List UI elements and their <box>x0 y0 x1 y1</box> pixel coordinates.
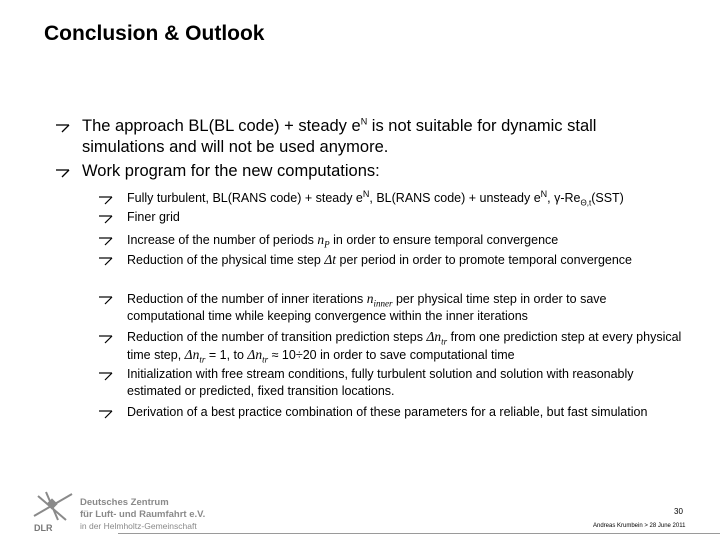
text: Reduction of the number of inner iterations <box>127 292 367 306</box>
page-number: 30 <box>674 507 683 516</box>
sub-bullet-finer-grid: Finer grid <box>127 210 180 224</box>
sub-bullet-best-practice: Derivation of a best practice combination of these parameters for a reliable, but fast simulation <box>127 405 648 419</box>
arrow-bullet-icon <box>99 256 113 266</box>
arrow-bullet-icon <box>99 334 113 344</box>
bullet-work-program: Work program for the new computations: <box>82 162 380 180</box>
text: , BL(RANS code) + unsteady e <box>369 191 541 205</box>
org-name <box>80 497 205 521</box>
bullet-approach-text: The approach BL(BL code) + steady e <box>82 117 361 135</box>
bullet-approach <box>82 116 682 158</box>
org-line-3: in der Helmholtz-Gemeinschaft <box>80 521 197 531</box>
text: (SST) <box>591 191 624 205</box>
arrow-bullet-icon <box>99 409 113 419</box>
footer-divider <box>118 533 720 534</box>
arrow-bullet-icon <box>99 295 113 305</box>
subscript: tr <box>262 354 269 365</box>
superscript: N <box>362 188 370 199</box>
sub-bullet-fully-turbulent <box>127 190 687 207</box>
bullet-approach-text-end: is not suitable for dynamic stall simulations and will not be used anymore. <box>82 117 597 156</box>
text: Fully turbulent, BL(RANS code) + steady e <box>127 191 363 205</box>
arrow-bullet-icon <box>56 168 70 178</box>
sub-bullet-time-step <box>127 251 687 269</box>
text: Reduction of the number of transition prediction steps <box>127 330 427 344</box>
math-n: n <box>317 232 325 247</box>
math-dn: Δn <box>426 329 442 344</box>
math-dn: Δn <box>184 347 200 362</box>
arrow-bullet-icon <box>99 195 113 205</box>
text: = 1, to <box>205 348 248 362</box>
org-line-1: Deutsches Zentrum <box>80 497 169 508</box>
superscript: N <box>540 188 548 199</box>
text: ≈ 10÷20 in order to save computational time <box>268 348 515 362</box>
math-dt: Δt <box>324 252 337 267</box>
org-line-2: für Luft- und Raumfahrt e.V. <box>80 509 206 520</box>
text: Increase of the number of periods <box>127 233 318 247</box>
text: , γ-Re <box>547 191 581 205</box>
sub-bullet-periods <box>127 231 687 249</box>
subscript: tr <box>199 354 206 365</box>
sub-bullet-inner-iterations <box>127 290 687 325</box>
superscript-n: N <box>360 116 368 127</box>
text: per physical time step in order to save computational time while keeping convergence within the inner iterations <box>127 292 607 323</box>
arrow-bullet-icon <box>99 236 113 246</box>
arrow-bullet-icon <box>99 371 113 381</box>
subscript: tr <box>441 336 448 347</box>
subscript: Θ,t <box>580 198 592 208</box>
text: in order to ensure temporal convergence <box>329 233 559 247</box>
math-n: n <box>366 291 374 306</box>
math-dn: Δn <box>247 347 263 362</box>
dlr-logo-text: DLR <box>34 523 53 533</box>
sub-bullet-transition-steps <box>127 328 687 364</box>
sub-bullet-initialization: Initialization with free stream conditions, fully turbulent solution and solution with reasonably estimated or predicted, fixed transition locations. <box>127 367 634 398</box>
text: per period in order to promote temporal convergence <box>336 253 633 267</box>
subscript: P <box>324 239 330 250</box>
arrow-bullet-icon <box>56 123 70 133</box>
text: Reduction of the physical time step <box>127 253 325 267</box>
arrow-bullet-icon <box>99 214 113 224</box>
slide-title: Conclusion & Outlook <box>44 22 265 45</box>
author-date: Andreas Krumbein > 28 June 2011 <box>593 523 686 529</box>
subscript: inner <box>373 298 393 309</box>
text: from one prediction step at every physical time step, <box>127 330 682 362</box>
